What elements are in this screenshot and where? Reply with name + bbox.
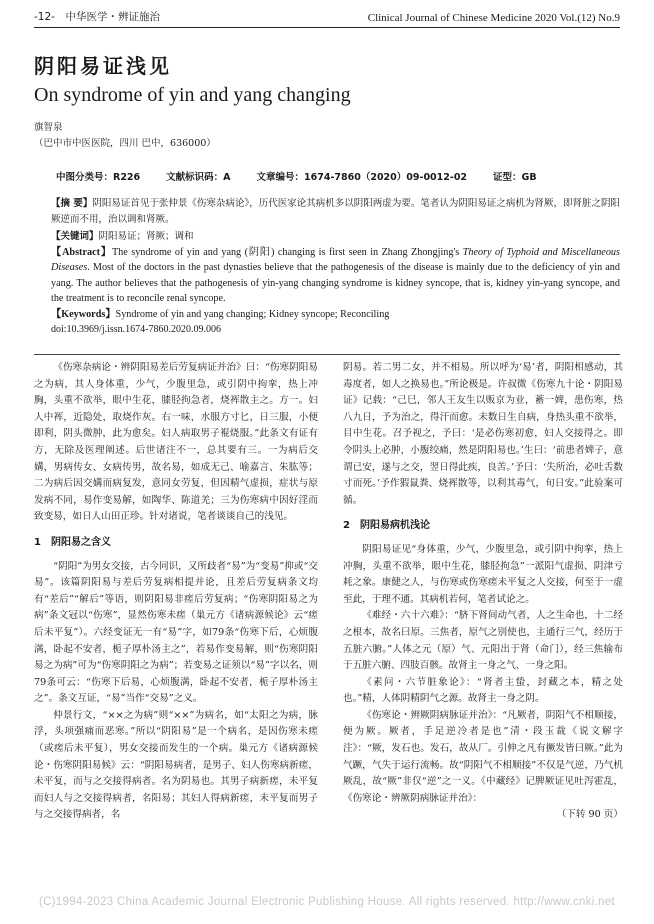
keywords-cn-text: 阴阳易证；肾厥；调和: [98, 230, 194, 242]
abstract-en-label: 【Abstract】: [51, 246, 112, 258]
classification-line: [56, 169, 537, 183]
abstract-cn-text: 阴阳易证首见于张仲景《伤寒杂病论》，历代医家论其病机多以阴阳两虚为要。笔者认为阴阳易证之病机为肾厥，即肾脏之阴阳厥逆而不用，治以调和肾厥。: [51, 198, 620, 226]
keywords-en-label: 【Keywords】: [51, 308, 116, 320]
clc-number: 中图分类号：R226: [56, 172, 141, 183]
abstract-cn: [34, 196, 620, 229]
keywords-en-text: Syndrome of yin and yang changing; Kidney syncope; Reconciling: [115, 308, 390, 320]
section1-paragraph-1: “阴阳”为男女交接，古今同识，又所歧者“易”为“变易”抑或“交易”。该篇阴阳易与差后劳复病相提并论，且差后劳复病条文均有“差后”“解后”等语，则阴阳易非瘥后劳复病；“伤寒阴阳易之为病”条文冠以“伤寒”，显然伤寒未瘥（巢元方《诸病源候论》云“瘥后未平复”）。六经变证无一有“易”字，如79条“伤寒下后，心烦腹满，卧起不安者，栀子厚朴汤主之”，若易作变易解，则“伤寒阴阳易之为病”可为“伤寒阴阳之为病”；若变易之证须以“易”字以名，则79条可云：“伤寒下后易，心烦腹满，卧起不安者，栀子厚朴汤主之”。条文互证，“易”当作“交易”之义。: [34, 560, 318, 705]
document-code: 文献标识码：A: [166, 172, 231, 183]
header-journal-en: Clinical Journal of Chinese Medicine 2020 Vol.(12) No.9: [367, 12, 620, 24]
keywords-en: [34, 307, 620, 323]
copyright-footer: (C)1994-2023 China Academic Journal Electronic Publishing House. All rights reserved. http://www.cnki.net: [38, 896, 616, 908]
abstract-en-text-b: . Most of the doctors in the past dynasties believe that the pathogenesis of the disease is mainly due to the deficiency of yin and yang. The author believes that the pathogenesis of yin-yang changing syndrome is kidney syncope, that is, kidney yin-yang syncope, and the treatment is to reconcile renal syncope.: [51, 262, 620, 305]
abstract-en-text-a: The syndrome of yin and yang (阴阳) changing is first seen in Zhang Zhongjing's: [111, 246, 463, 258]
section2-paragraph-1: 阴阳易证见“身体重，少气，少腹里急，或引阴中拘挛，热上冲胸，头重不欲举，眼中生花，膝胫拘急”一派阳气虚损、阴津亏耗之象。康健之人，与伤寒或伤寒瘥未平复之人交接，何至于一虚至此，于理不通。其病机若何，笔者试论之。: [343, 543, 623, 605]
abstract-section: [34, 196, 620, 339]
abstract-en-book-title: Theory of Typhoid and Miscellaneous Diseases: [51, 246, 620, 274]
abstract-cn-label: 【摘 要】: [51, 198, 93, 209]
continued-paragraph: 阴易。若二男二女，并不相易。所以呼为‘易’者，阴阳相感动，其毒度者，如人之换易也。”所论极是。许叔微《伤寒九十论・阴阳易证》记载：“己巳，邻人王友生以贩京为业，蓄一婢，患伤寒，热八九日，予为治之，得汗而愈。未数日生自病，身热头重不欲举，目中生花。召予视之，予曰：‘是必伤寒初愈，妇人交接得之。即令阴头上必肿，小腹绞痛，然是阴阳易也。’生曰：‘前患者婢子，意谓已安，遂与之交，翌日得此疾，良苦。’予曰：‘失所治，必吐舌数寸而死。’予作猳鼠粪、烧裈散等，以利其毒气，旬日安。”此验案可循。: [343, 362, 623, 506]
section-heading-1: 1 阴阳易之含义: [34, 536, 111, 548]
affiliation: （巴中市中医医院，四川 巴中，636000）: [34, 138, 216, 149]
section-divider: [34, 354, 620, 355]
keywords-cn: [34, 229, 620, 245]
author: 旗智泉: [34, 122, 63, 133]
section2-paragraph-3: 《素问・六节脏象论》：“肾者主蛰，封藏之本，精之处也。”精，人体阴精阴气之源。故肾主一身之阴。: [343, 676, 623, 705]
keywords-cn-label: 【关键词】: [51, 230, 99, 242]
title-chinese: 阴阳易证浅见: [34, 54, 172, 78]
section1-paragraph-2: 仲景行文，“××之为病”则“××”为病名，如“太阳之为病，脉浮，头项强痛而恶寒。”所以“阴阳易”是一个病名，是因伤寒未瘥（或瘥后未平复），男女交接而发生的一个病。巢元方《诸病源候论・伤寒阴阳易候》云：“阴阳易病者，是男子、妇人伤寒病新瘥，未平复，而与之交接得病者。名为阴易也。其男子病新瘥，未平复而妇人与之交接得病者，名阳易；其妇人得病新瘥，未平复而男子与之交接得病者，名: [34, 709, 318, 821]
running-header: [34, 8, 620, 28]
doi: doi:10.3969/j.issn.1674-7860.2020.09.006: [51, 324, 222, 336]
article-number: 文章编号：1674-7860（2020）09-0012-02: [256, 172, 468, 183]
section2-paragraph-2: 《难经・六十六难》：“脐下肾间动气者，人之生命也，十二经之根本，故名曰原。三焦者，原气之别使也，主通行三气，经历于五脏六腑。”人体之元（原）气、元阳出于肾（命门），经三焦输布于五脏六腑、四肢百骸。故肾主一身之气、一身之阳。: [343, 610, 623, 672]
body-right-column: [343, 360, 623, 824]
intro-paragraph: 《伤寒杂病论・辨阴阳易差后劳复病证并治》曰：“伤寒阴阳易之为病，其人身体重，少气，少腹里急，或引阴中拘挛，热上冲胸，头重不欲举，眼中生花，膝胫拘急者，烧裈散主之。方一。妇人中裈，近隐处，取烧作灰。右一味，水服方寸匕，日三服，小便即利，阴头微肿，此为愈矣。妇人病取男子裩烧服。”此条文有证有方，无除及医理阐述。后世诸注不一，总其要有三。一为病后交媾，男病传女、女病传男，故名易，如成无己、喻嘉言、朱肱等；二为病后因交媾而病复发，意同女劳复，但因精气虚损，症状与原发病不同，易作变易解，如陶华、陈道羌；三为伤寒病中因好淫而致变易，如日人山田正珍。针对诸说，笔者谈谈自己的浅见。: [34, 362, 318, 523]
cert-type: 证型：GB: [493, 172, 537, 183]
section-heading-2: 2 阴阳易病机浅论: [343, 520, 430, 532]
body-left-column: [34, 360, 318, 824]
abstract-en: [34, 245, 620, 307]
title-english: On syndrome of yin and yang changing: [34, 84, 351, 106]
header-journal-cn: -12- 中华医学・辨证施治: [34, 11, 160, 23]
section2-paragraph-4: 《伤寒论・辨厥阴病脉证并治》：“凡厥者，阴阳气不相顺接，便为厥。厥者，手足逆冷者是也”清・段玉裁《说文解字注》：“厥，发石也。发石，故从厂。引伸之凡有撅发皆曰厥。”此为气蹶，气失于运行流畅。故“阴阳气不相顺接”不仅是气逆，乃气机厥乱，故“厥”非仅“逆”之一义。《中藏经》记脾厥证见吐泻霍乱，《伤寒论・辨厥阴病脉证并治》：: [343, 709, 623, 804]
continued-on-page: （下转 90 页）: [556, 809, 623, 821]
